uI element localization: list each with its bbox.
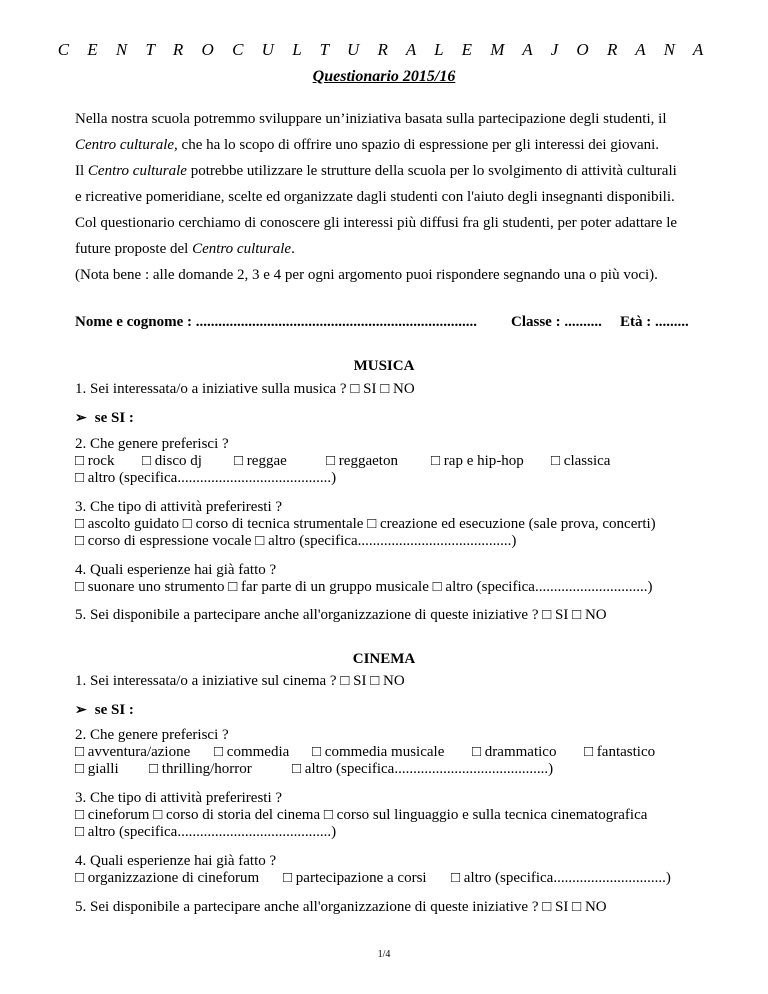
checkbox-option[interactable]: □ reggaeton [326,453,398,469]
intro-text: Il [75,163,88,179]
intro-text: future proposte del [75,241,193,257]
cinema-q2: 2. Che genere preferisci ? [75,727,229,743]
musica-if-yes [75,410,134,427]
intro-line-6 [75,236,295,262]
name-field[interactable]: Nome e cognome : ........................................................................... [75,314,478,330]
musica-q3: 3. Che tipo di attività preferiresti ? [75,499,283,515]
cinema-if-yes [75,702,134,719]
cinema-q3-options-2[interactable]: □ altro (specifica.........................................) [75,824,337,840]
cinema-q4: 4. Quali esperienze hai già fatto ? [75,853,277,869]
checkbox-option[interactable]: □ altro (specifica..............................) [451,870,671,886]
intro-italic: Centro culturale [75,137,175,153]
arrow-bullet-icon: ➢ [75,411,87,426]
section-heading-musica: MUSICA [353,358,415,374]
checkbox-option[interactable]: □ classica [551,453,611,469]
musica-q3-options-1[interactable]: □ ascolto guidato □ corso di tecnica strumentale □ creazione ed esecuzione (sale prova, concerti) [75,516,656,532]
musica-q1[interactable]: 1. Sei interessata/o a iniziative sulla musica ? □ SI □ NO [75,381,415,397]
class-field[interactable]: Classe : .......... [511,314,602,330]
section-heading-cinema: CINEMA [352,651,416,667]
intro-text: potrebbe utilizzare le strutture della scuola per lo svolgimento di attività culturali [186,163,677,179]
cinema-q3-options-1[interactable]: □ cineforum □ corso di storia del cinema □ corso sul linguaggio e sulla tecnica cinematografica [75,807,648,823]
document-subtitle: Questionario 2015/16 [312,68,456,85]
checkbox-option[interactable]: □ fantastico [584,744,656,760]
intro-line-3 [75,158,677,184]
checkbox-option[interactable]: □ disco dj [142,453,202,469]
checkbox-option[interactable]: □ altro (specifica.........................................) [292,761,554,777]
intro-line-4: e ricreative pomeridiane, scelte ed organizzate dagli studenti con l'aiuto degli insegnanti disponibili. [75,189,675,205]
checkbox-option[interactable]: □ rap e hip-hop [431,453,524,469]
if-yes-label: se SI : [94,410,134,426]
checkbox-option[interactable]: □ drammatico [472,744,557,760]
intro-line-2 [75,132,659,158]
checkbox-option[interactable]: □ commedia [214,744,290,760]
if-yes-label: se SI : [94,702,134,718]
intro-text: . [291,241,295,257]
intro-note: (Nota bene : alle domande 2, 3 e 4 per ogni argomento puoi rispondere segnando una o più voci). [75,267,658,283]
page-number: 1/4 [377,949,391,960]
checkbox-option[interactable]: □ reggae [234,453,287,469]
cinema-q3: 3. Che tipo di attività preferiresti ? [75,790,283,806]
intro-italic: Centro culturale [87,163,187,179]
musica-q5[interactable]: 5. Sei disponibile a partecipare anche all'organizzazione di queste iniziative ? □ SI □ NO [75,607,607,623]
checkbox-option[interactable]: □ rock [75,453,115,469]
checkbox-option[interactable]: □ thrilling/horror [149,761,252,777]
checkbox-option[interactable]: □ organizzazione di cineforum [75,870,260,886]
cinema-q1[interactable]: 1. Sei interessata/o a iniziative sul cinema ? □ SI □ NO [75,673,405,689]
intro-line-5: Col questionario cerchiamo di conoscere gli interessi più diffusi fra gli studenti, per poter adattare le [75,215,678,231]
arrow-bullet-icon: ➢ [75,703,87,718]
checkbox-option[interactable]: □ gialli [75,761,119,777]
musica-q3-options-2[interactable]: □ corso di espressione vocale □ altro (specifica.........................................) [75,533,517,549]
intro-text: , che ha lo scopo di offrire uno spazio di espressione per gli interessi dei giovani. [174,137,660,153]
intro-line-1: Nella nostra scuola potremmo sviluppare un’iniziativa basata sulla partecipazione degli studenti, il [75,111,667,127]
checkbox-option[interactable]: □ partecipazione a corsi [283,870,427,886]
musica-q2: 2. Che genere preferisci ? [75,436,229,452]
document-title: C E N T R O C U L T U R A L E M A J O R A N A [57,40,711,59]
checkbox-option[interactable]: □ altro (specifica.........................................) [75,470,337,486]
musica-q4-options[interactable]: □ suonare uno strumento □ far parte di un gruppo musicale □ altro (specifica..............................) [75,579,653,595]
cinema-q5[interactable]: 5. Sei disponibile a partecipare anche all'organizzazione di queste iniziative ? □ SI □ NO [75,899,607,915]
intro-italic: Centro culturale [192,241,292,257]
checkbox-option[interactable]: □ avventura/azione [75,744,191,760]
musica-q4: 4. Quali esperienze hai già fatto ? [75,562,277,578]
checkbox-option[interactable]: □ commedia musicale [312,744,445,760]
age-field[interactable]: Età : ......... [620,314,689,330]
